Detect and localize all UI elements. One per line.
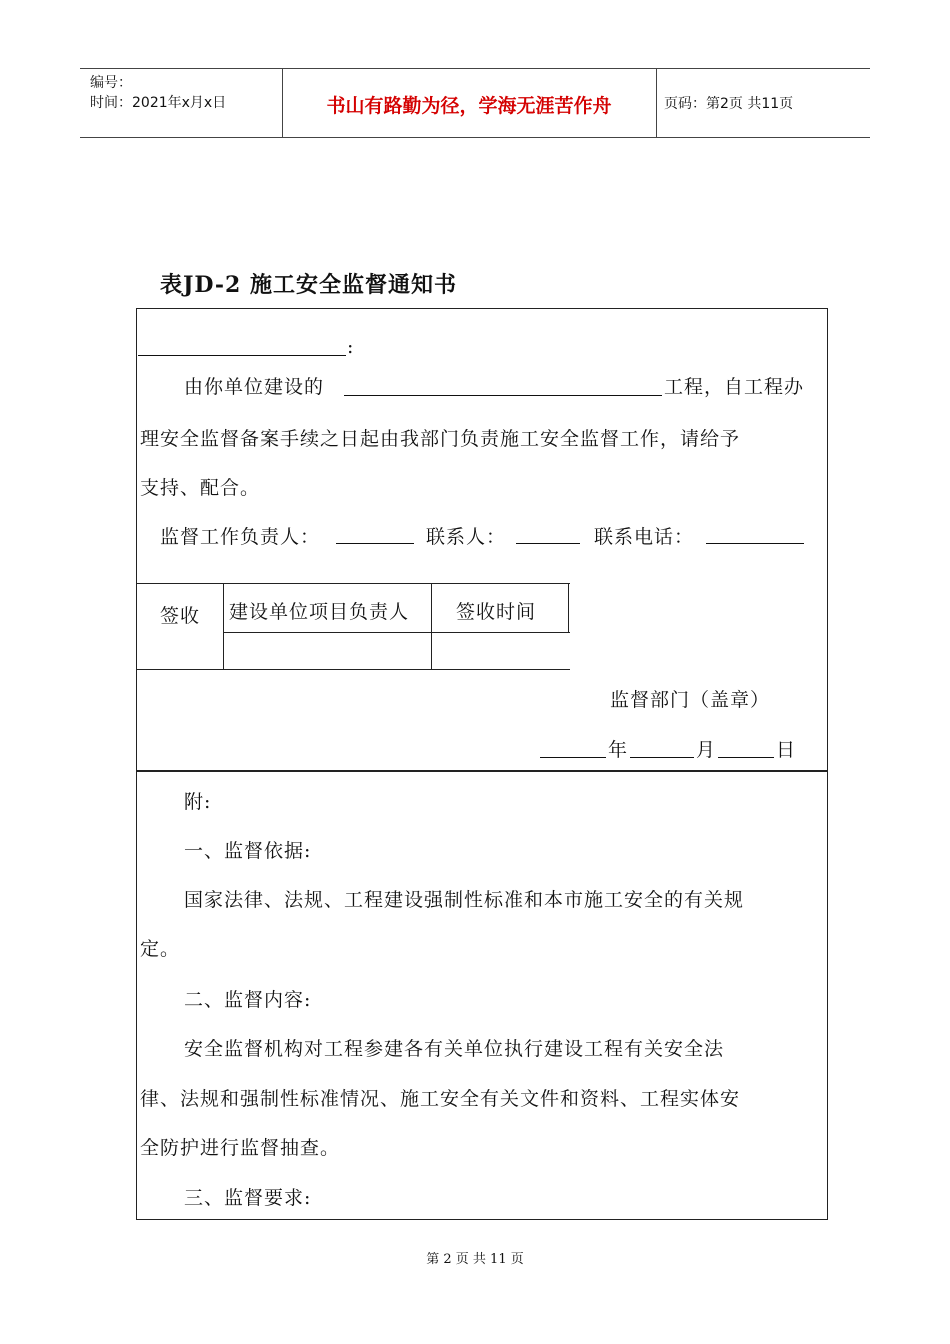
para1-suffix: 工程，自工程办 — [664, 376, 805, 398]
sign-col-time: 签收时间 — [456, 601, 537, 623]
year-blank — [540, 757, 606, 758]
sign-label: 签收 — [160, 605, 201, 627]
para1-prefix: 由你单位建设的 — [184, 376, 325, 398]
sign-table-mid — [224, 632, 570, 633]
header-page-info: 页码：第2页 共11页 — [664, 96, 794, 112]
sign-table-vline — [568, 583, 569, 633]
date-month: 月 — [696, 739, 717, 761]
addressee-blank — [138, 355, 346, 356]
section2-line1: 安全监督机构对工程参建各有关单位执行建设工程有关安全法 — [184, 1038, 725, 1060]
supervisor-label: 监督工作负责人： — [160, 526, 321, 548]
contact-blank — [516, 543, 580, 544]
form-section-divider — [136, 770, 828, 772]
para1-line3: 支持、配合。 — [140, 477, 261, 499]
section2-line2: 律、法规和强制性标准情况、施工安全有关文件和资料、工程实体安 — [140, 1088, 741, 1110]
section2-title: 二、监督内容: — [184, 989, 312, 1011]
project-name-blank — [344, 395, 662, 396]
header-motto: 书山有路勤为径，学海无涯苦作舟 — [326, 95, 612, 117]
para1-line2: 理安全监督备案手续之日起由我部门负责施工安全监督工作，请给予 — [140, 428, 741, 450]
sign-table-top — [136, 583, 570, 584]
sign-table-bottom — [136, 669, 570, 670]
header-meta — [90, 73, 226, 113]
addressee-colon: : — [347, 336, 355, 358]
header-divider — [656, 69, 657, 137]
section3-title: 三、监督要求: — [184, 1187, 312, 1209]
header-time: 时间：2021年x月x日 — [90, 95, 227, 111]
sign-table-vline — [431, 583, 432, 670]
supervisor-blank — [336, 543, 414, 544]
phone-blank — [706, 543, 804, 544]
appendix-label: 附: — [184, 791, 212, 813]
date-year: 年 — [608, 739, 629, 761]
section1-line2: 定。 — [140, 938, 181, 960]
section2-line3: 全防护进行监督抽查。 — [140, 1137, 341, 1159]
sign-col-project-lead: 建设单位项目负责人 — [229, 601, 410, 623]
contact-label: 联系人： — [426, 526, 507, 548]
header-number: 编号： — [90, 75, 132, 91]
section1-title: 一、监督依据: — [184, 840, 312, 862]
phone-label: 联系电话： — [594, 526, 695, 548]
month-blank — [630, 757, 694, 758]
day-blank — [718, 757, 774, 758]
page-header — [80, 68, 870, 138]
section1-line1: 国家法律、法规、工程建设强制性标准和本市施工安全的有关规 — [184, 889, 745, 911]
form-title: 表JD-2 施工安全监督通知书 — [160, 272, 457, 298]
sign-table-vline — [223, 583, 224, 670]
dept-stamp: 监督部门（盖章） — [610, 689, 771, 711]
page-footer: 第 2 页 共 11 页 — [426, 1252, 524, 1267]
date-day: 日 — [776, 739, 797, 761]
